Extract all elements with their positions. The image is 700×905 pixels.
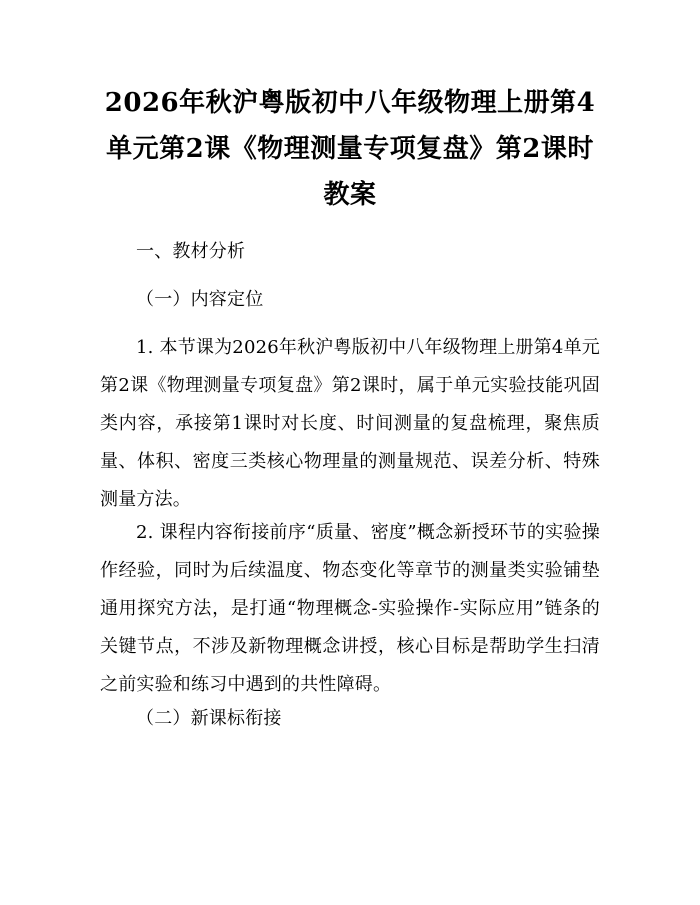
subsection-heading-content-positioning: （一）内容定位	[136, 289, 264, 310]
section-heading-textbook-analysis: 一、教材分析	[136, 241, 246, 262]
document-title: 2026年秋沪粤版初中八年级物理上册第4单元第2课《物理测量专项复盘》第2课时教案	[104, 88, 596, 210]
paragraph-2: 2. 课程内容衔接前序“质量、密度”概念新授环节的实验操作经验，同时为后续温度、物态变化等章节的测量类实验铺垫通用探究方法，是打通“物理概念-实验操作-实际应用”链条的关键节点，不涉及新物理概念讲授，核心目标是帮助学生扫清之前实验和练习中遇到的共性障碍。	[100, 522, 600, 695]
subsection-heading-curriculum-standard: （二）新课标衔接	[136, 708, 282, 729]
paragraph-1: 1. 本节课为2026年秋沪粤版初中八年级物理上册第4单元第2课《物理测量专项复盘》第2课时，属于单元实验技能巩固类内容，承接第1课时对长度、时间测量的复盘梳理，聚焦质量、体积、密度三类核心物理量的测量规范、误差分析、特殊测量方法。	[100, 337, 600, 510]
